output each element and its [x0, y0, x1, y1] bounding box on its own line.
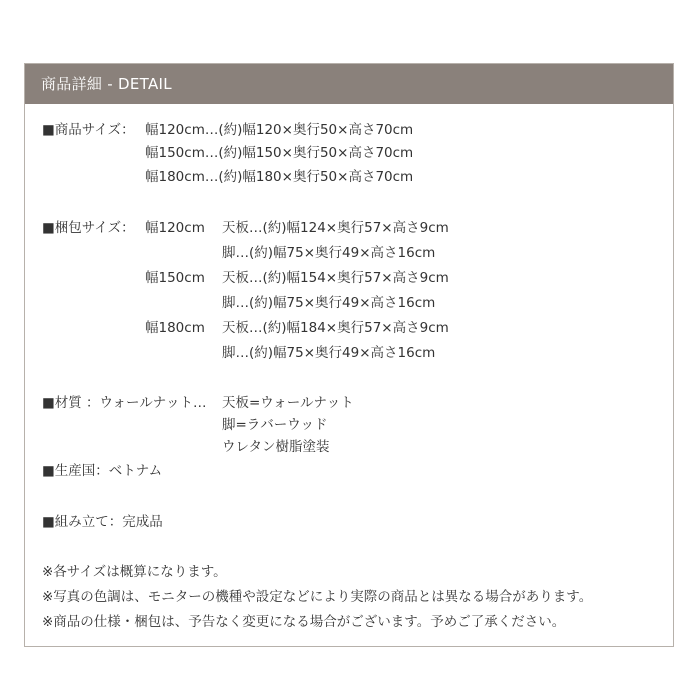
size-row: 幅120cm…(約)幅120×奥行50×高さ70cm [145, 122, 414, 138]
detail-panel [24, 63, 674, 647]
assembly-text: ■組み立て：完成品 [42, 514, 163, 530]
size-row: 幅180cm…(約)幅180×奥行50×高さ70cm [145, 169, 414, 185]
package-leg: 脚…(約)幅75×奥行49×高さ16cm [222, 295, 436, 311]
package-top: 天板…(約)幅184×奥行57×高さ9cm [222, 320, 449, 336]
size-row: 幅150cm…(約)幅150×奥行50×高さ70cm [145, 145, 414, 161]
note: ※商品の仕様・梱包は、予告なく変更になる場合がございます。予めご了承ください。 [42, 614, 566, 630]
package-width: 幅120cm [145, 220, 205, 236]
package-top: 天板…(約)幅124×奥行57×高さ9cm [222, 220, 449, 236]
package-width: 幅180cm [145, 320, 205, 336]
package-leg: 脚…(約)幅75×奥行49×高さ16cm [222, 245, 436, 261]
material-line: 脚=ラバーウッド [222, 417, 328, 433]
size-label: ■商品サイズ： [42, 122, 135, 138]
package-leg: 脚…(約)幅75×奥行49×高さ16cm [222, 345, 436, 361]
note: ※各サイズは概算になります。 [42, 564, 227, 580]
material-line: 天板=ウォールナット [222, 395, 354, 411]
origin-text: ■生産国：ベトナム [42, 463, 163, 479]
note: ※写真の色調は、モニターの機種や設定などにより実際の商品とは異なる場合があります。 [42, 589, 593, 605]
package-width: 幅150cm [145, 270, 205, 286]
section-header: 商品詳細 - DETAIL [25, 64, 673, 104]
material-line: ウレタン樹脂塗装 [222, 439, 330, 455]
package-top: 天板…(約)幅154×奥行57×高さ9cm [222, 270, 449, 286]
material-label: ■材質 ：ウォールナット… [42, 395, 207, 411]
package-label: ■梱包サイズ： [42, 220, 135, 236]
